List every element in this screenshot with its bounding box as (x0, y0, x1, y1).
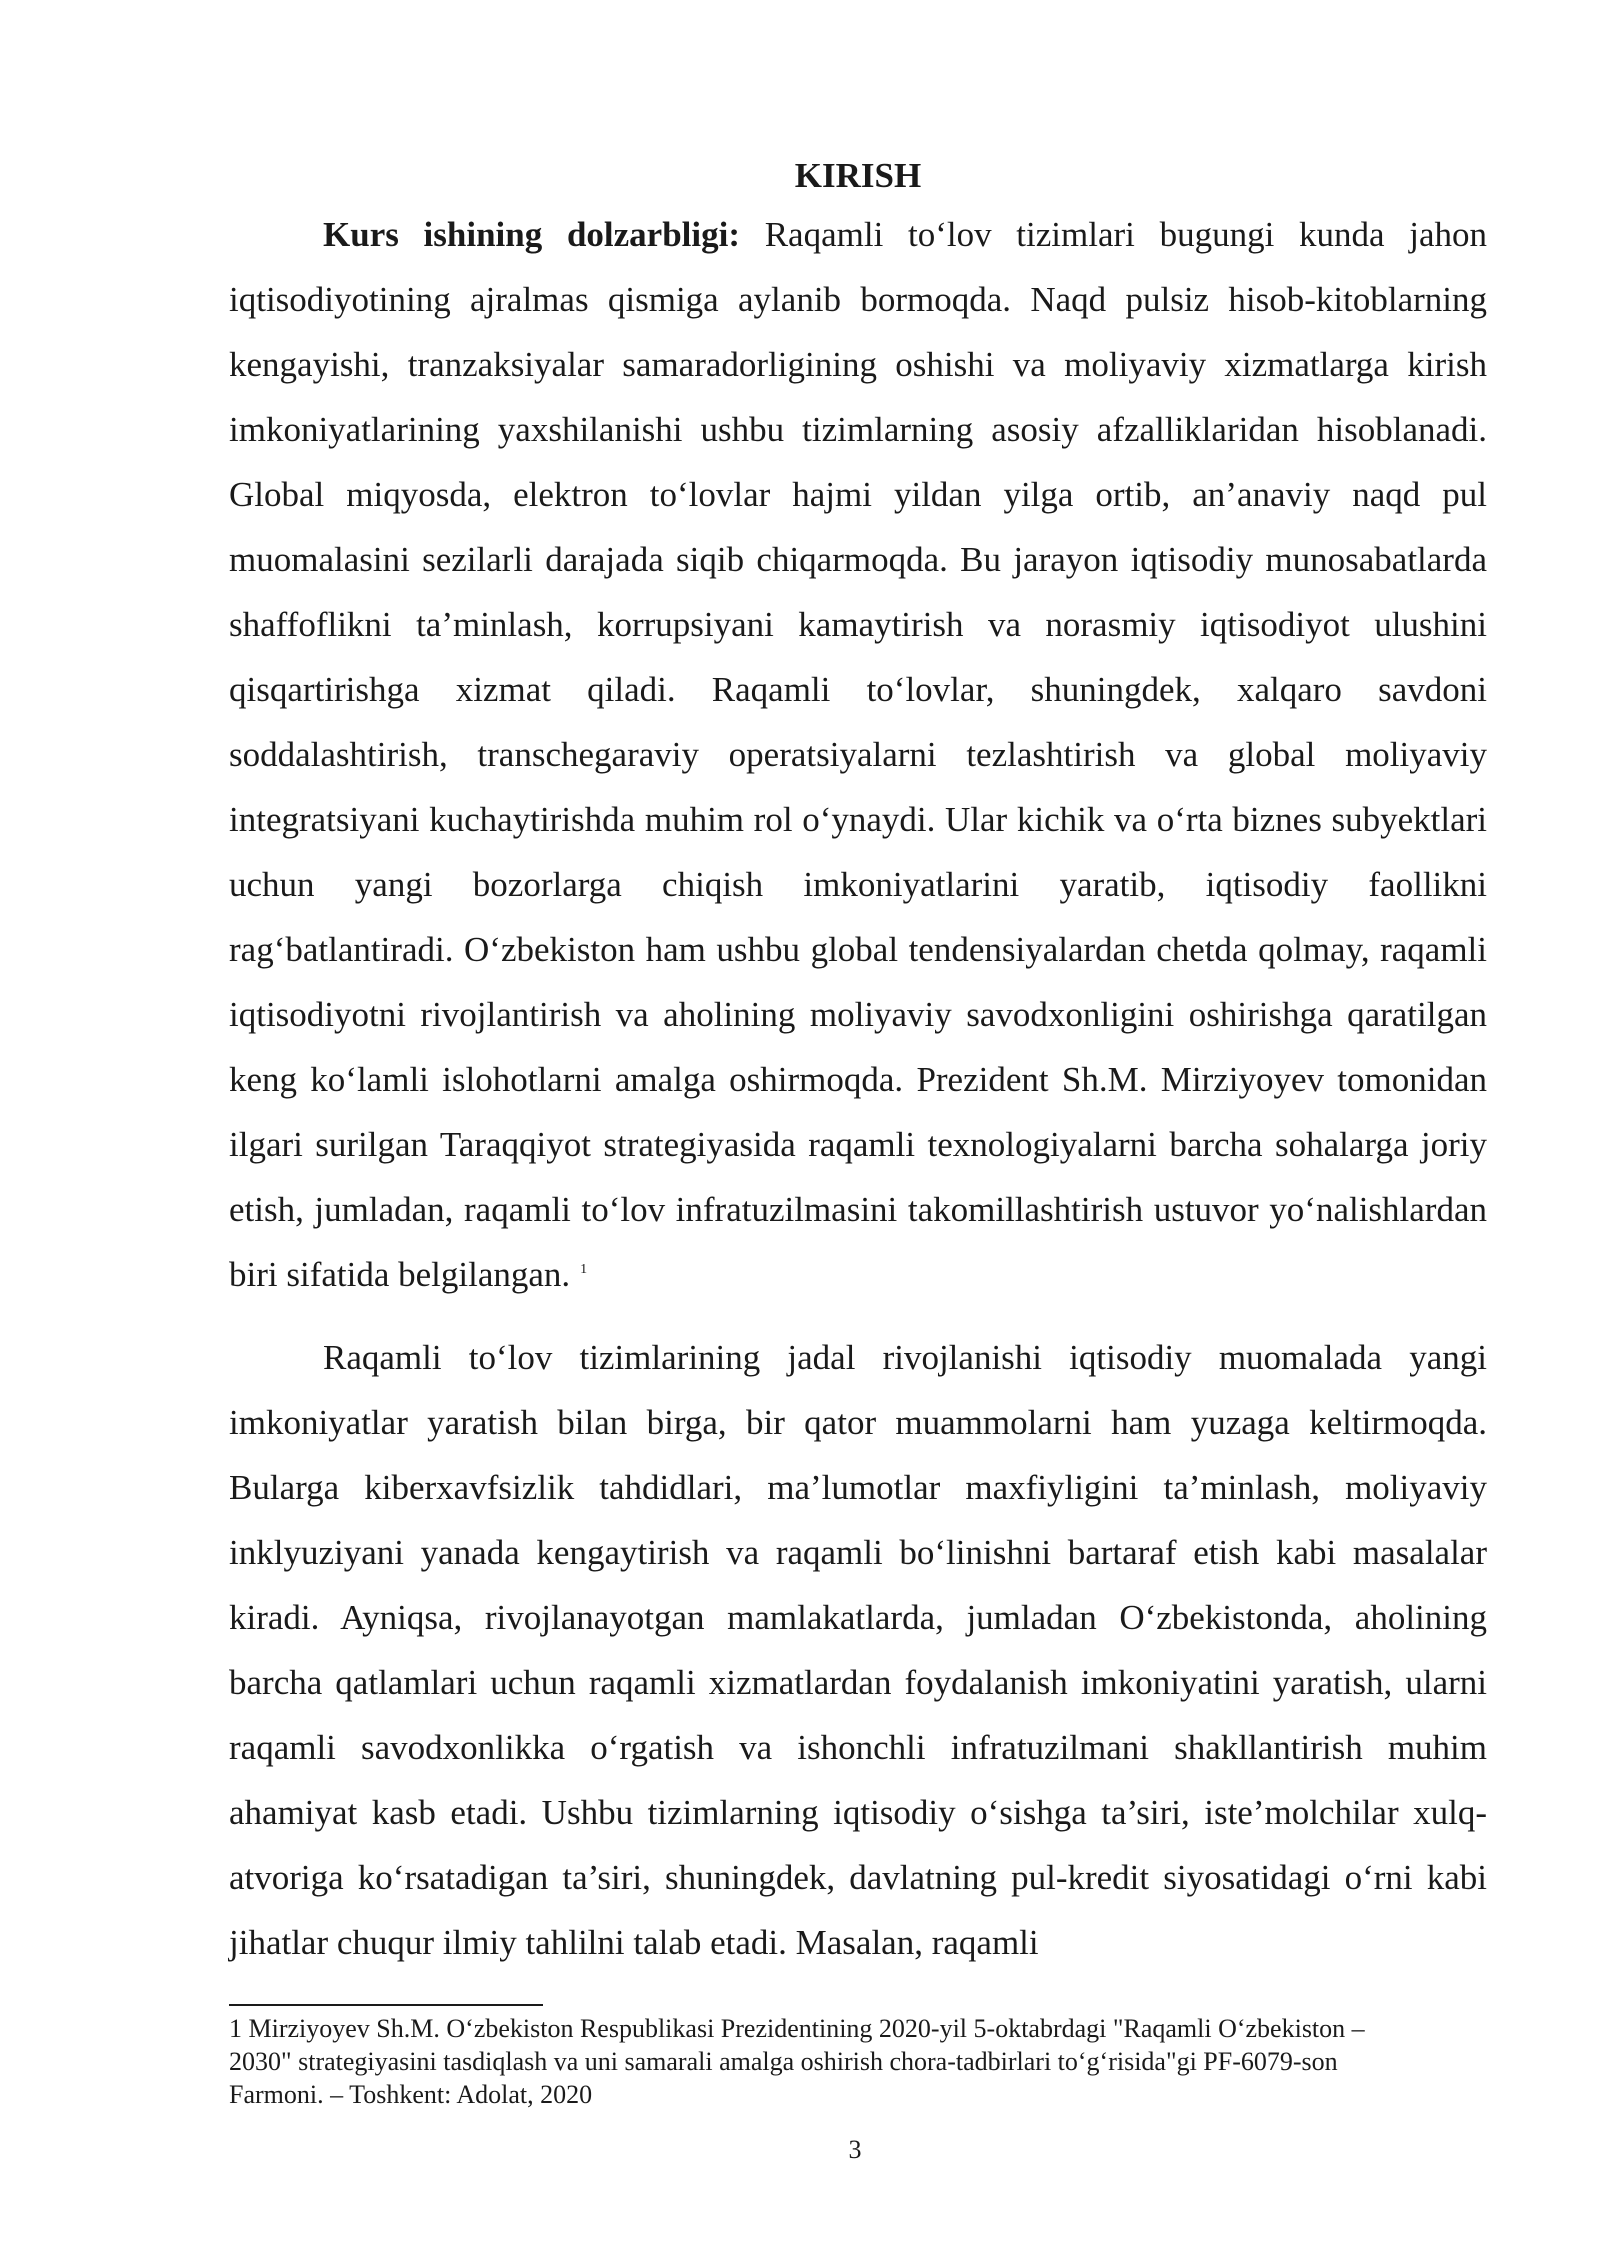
paragraph-challenges: Raqamli to‘lov tizimlarining jadal rivojlanishi iqtisodiy muomalada yangi imkoniyatlar yaratish bilan birga, bir qator muammolarni ham yuzaga keltirmoqda. Bularga kiberxavfsizlik tahdidlari, ma’lumotlar maxfiyligini ta’minlash, moliyaviy inklyuziyani yanada kengaytirish va raqamli bo‘linishni bartaraf etish kabi masalalar kiradi. Ayniqsa, rivojlanayotgan mamlakatlarda, jumladan O‘zbekistonda, aholining barcha qatlamlari uchun raqamli xizmatlardan foydalanish imkoniyatini yaratish, ularni raqamli savodxonlikka o‘rgatish va ishonchli infratuzilmani shakllantirish muhim ahamiyat kasb etadi. Ushbu tizimlarning iqtisodiy o‘sishga ta’siri, iste’molchilar xulq-atvoriga ko‘rsatadigan ta’siri, shuningdek, davlatning pul-kredit siyosatidagi o‘rni kabi jihatlar chuqur ilmiy tahlilni talab etadi. Masalan, raqamli (229, 1338, 1487, 1962)
section-heading: KIRISH (794, 156, 922, 195)
paragraph-text: Raqamli to‘lov tizimlari bugungi kunda jahon iqtisodiyotining ajralmas qismiga aylanib bormoqda. Naqd pulsiz hisob-kitoblarning kengayishi, tranzaksiyalar samaradorligining oshishi va moliyaviy xizmatlarga kirish imkoniyatlarining yaxshilanishi ushbu tizimlarning asosiy afzalliklaridan hisoblanadi. Global miqyosda, elektron to‘lovlar hajmi yildan yilga ortib, an’anaviy naqd pul muomalasini sezilarli darajada siqib chiqarmoqda. Bu jarayon iqtisodiy munosabatlarda shaffoflikni ta’minlash, korrupsiyani kamaytirish va norasmiy iqtisodiyot ulushini qisqartirishga xizmat qiladi. Raqamli to‘lovlar, shuningdek, xalqaro savdoni soddalashtirish, transchegaraviy operatsiyalarni tezlashtirish va global moliyaviy integratsiyani kuchaytirishda muhim rol o‘ynaydi. Ular kichik va o‘rta biznes subyektlari uchun yangi bozorlarga chiqish imkoniyatlarini yaratib, iqtisodiy faollikni rag‘batlantiradi. O‘zbekiston ham ushbu global tendensiyalardan chetda qolmay, raqamli iqtisodiyotni rivojlantirish va aholining moliyaviy savodxonligini oshirishga qaratilgan keng ko‘lamli islohotlarni amalga oshirmoqda. Prezident Sh.M. Mirziyoyev tomonidan ilgari surilgan Taraqqiyot strategiyasida raqamli texnologiyalarni barcha sohalarga joriy etish, jumladan, raqamli to‘lov infratuzilmasini takomillashtirish ustuvor yo‘nalishlardan biri sifatida belgilangan. (229, 215, 1487, 1294)
footnote-reference[interactable]: 1 (580, 1262, 588, 1278)
page-number: 3 (848, 2135, 862, 2164)
paragraph-lead: Kurs ishining dolzarbligi: (323, 215, 740, 254)
paragraph-relevance (229, 202, 1487, 1307)
document-body (229, 150, 1487, 1975)
footnote-separator (229, 2004, 543, 2006)
footnote: 1 Mirziyoyev Sh.M. O‘zbekiston Respublikasi Prezidentining 2020-yil 5-oktabrdagi "Raqamli O‘zbekiston – 2030" strategiyasini tasdiqlash va uni samarali amalga oshirish chora-tadbirlari to‘g‘risida"gi PF-6079-son Farmoni. – Toshkent: Adolat, 2020 (229, 2014, 1365, 2109)
